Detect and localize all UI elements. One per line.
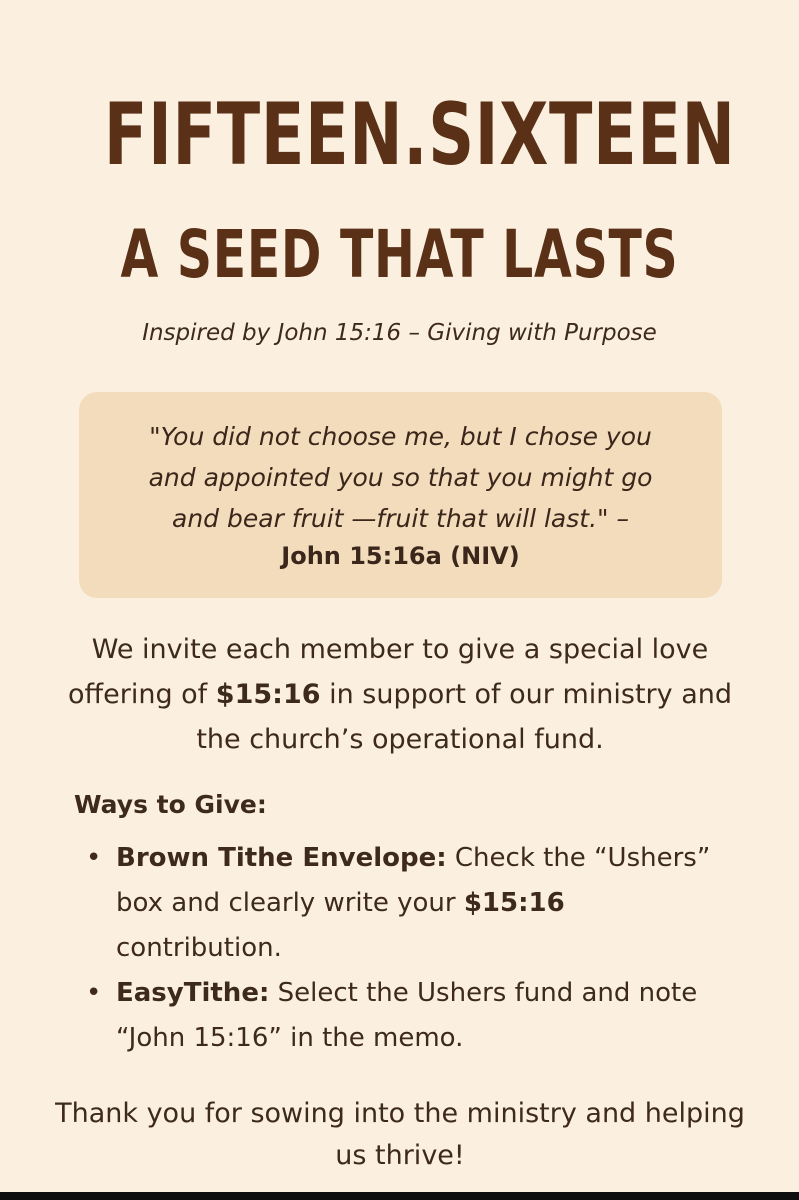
- quote-line-3: and bear fruit —fruit that will last." –: [172, 504, 629, 533]
- bottom-bar: [0, 1192, 799, 1200]
- way-label: Brown Tithe Envelope:: [116, 843, 447, 873]
- bullet-icon: •: [86, 843, 102, 873]
- quote-line-1: "You did not choose me, but I chose you: [149, 422, 652, 451]
- way-amount: $15:16: [463, 888, 565, 918]
- way-text-end: contribution.: [116, 933, 282, 963]
- quote-line-2: and appointed you so that you might go: [148, 463, 653, 492]
- list-item: [86, 971, 726, 1061]
- invitation-text: [60, 627, 740, 762]
- ways-to-give-list: [86, 836, 726, 1061]
- page-subtitle-heading: A SEED THAT LASTS: [120, 216, 679, 293]
- way-text: Check the “Ushers” box and clearly write your: [116, 843, 711, 918]
- page-title: FIFTEEN.SIXTEEN: [103, 85, 736, 185]
- inspiration-subtitle: Inspired by John 15:16 – Giving with Purpose: [142, 320, 657, 346]
- thank-you-message: Thank you for sowing into the ministry and helping us thrive!: [55, 1098, 745, 1171]
- list-item: [86, 836, 726, 971]
- ways-to-give-heading: Ways to Give:: [74, 790, 267, 819]
- invitation-text-end: in support of our ministry and the church’s operational fund.: [196, 679, 732, 755]
- invitation-text-start: We invite each member to give a special love offering of: [68, 634, 709, 710]
- scripture-quote-box: [79, 392, 722, 598]
- bullet-icon: •: [86, 978, 102, 1008]
- way-label: EasyTithe:: [116, 978, 270, 1008]
- offering-amount: $15:16: [215, 679, 321, 710]
- way-text: Select the Ushers fund and note “John 15:16” in the memo.: [116, 978, 698, 1053]
- quote-reference: John 15:16a (NIV): [281, 542, 520, 570]
